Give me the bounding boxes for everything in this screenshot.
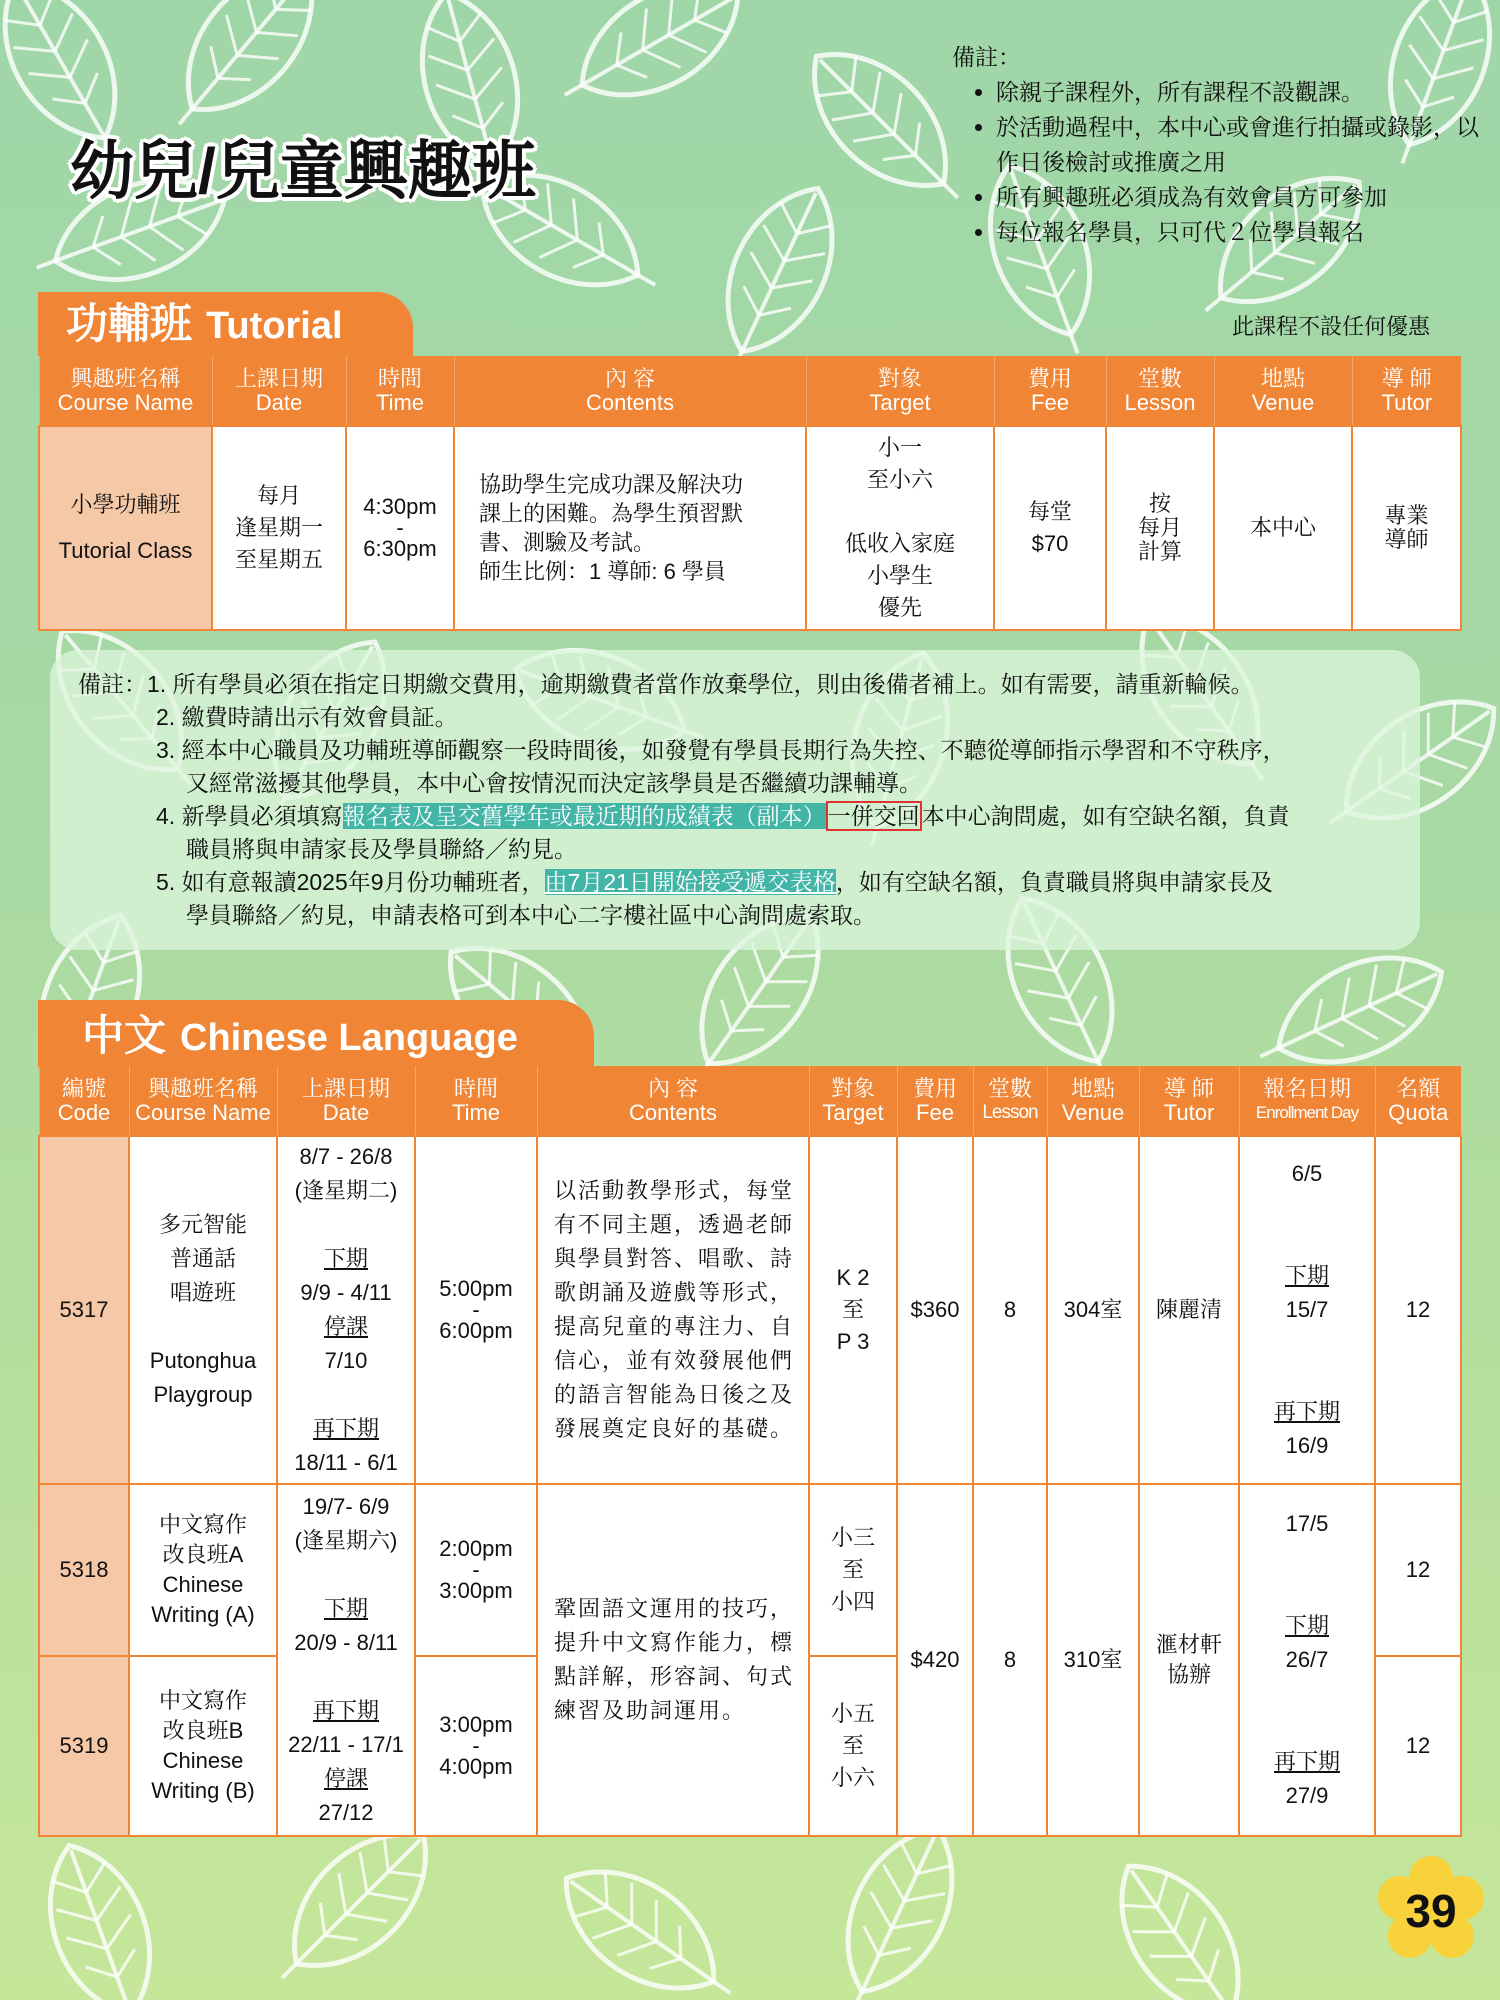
fee-cell: $420 — [897, 1484, 973, 1836]
header-venue: 地點 Venue — [1047, 1066, 1139, 1136]
header-code: 編號 Code — [39, 1066, 129, 1136]
contents-cell: 以活動教學形式，每堂有不同主題，透過老師與學員對答、唱歌、詩歌朗誦及遊戲等形式，提高兒童的專注力、自信心，並有效發展他們的語言智能為日後之及發展奠定良好的基礎。 — [537, 1136, 809, 1484]
code-cell: 5318 — [39, 1484, 129, 1656]
remark-item: 5. 如有意報讀2025年9月份功輔班者，由7月21日開始接受遞交表格，如有空缺名額，負責職員將與申請家長及 — [156, 869, 1273, 895]
header-target: 對象 Target — [809, 1066, 897, 1136]
date-cell: 每月 逢星期一 至星期五 — [212, 426, 346, 630]
time-cell: 4:30pm - 6:30pm — [346, 426, 454, 630]
header-fee: 費用 Fee — [897, 1066, 973, 1136]
remarks-text — [78, 668, 1418, 932]
tutorial-table — [38, 356, 1462, 631]
notes-heading: 備註： — [952, 44, 1021, 70]
header-contents: 內 容 Contents — [454, 356, 806, 426]
section-title-en: Tutorial — [206, 305, 343, 347]
header-time: 時間 Time — [346, 356, 454, 426]
target-cell: 小一 至小六 低收入家庭 小學生 優先 — [806, 426, 994, 630]
date-cell: 8/7 - 26/8 (逢星期二) 下期 9/9 - 4/11 停課 7/10 再下期 18/11 - 6/1 — [277, 1136, 415, 1484]
remark-item: 1. 所有學員必須在指定日期繳交費用，逾期繳費者當作放棄學位，則由後備者補上。如有需要，請重新輪候。 — [147, 671, 1254, 697]
note-item: • 除親子課程外，所有課程不設觀課。 — [996, 75, 1492, 110]
header-lesson: 堂數 Lesson — [1106, 356, 1214, 426]
time-cell: 5:00pm - 6:00pm — [415, 1136, 537, 1484]
no-discount-note: 此課程不設任何優惠 — [1232, 314, 1431, 339]
tutor-cell: 滙材軒 協辦 — [1139, 1484, 1239, 1836]
quota-cell: 12 — [1375, 1656, 1461, 1836]
note-item: • 於活動過程中，本中心或會進行拍攝或錄影，以作日後檢討或推廣之用 — [996, 110, 1492, 180]
section-title-en: Chinese Language — [180, 1017, 518, 1059]
header-lesson: 堂數 Lesson — [973, 1066, 1047, 1136]
chinese-table — [38, 1066, 1462, 1837]
header-course-name: 興趣班名稱 Course Name — [129, 1066, 277, 1136]
lesson-cell: 按 每月 計算 — [1106, 426, 1214, 630]
general-notes — [952, 40, 1492, 250]
code-cell: 5319 — [39, 1656, 129, 1836]
chinese-section-tab — [38, 1000, 594, 1068]
remark-item: 學員聯絡／約見，申請表格可到本中心二字樓社區中心詢問處索取。 — [186, 902, 876, 928]
header-tutor: 導 師 Tutor — [1139, 1066, 1239, 1136]
time-cell: 3:00pm - 4:00pm — [415, 1656, 537, 1836]
venue-cell: 310室 — [1047, 1484, 1139, 1836]
remark-item: 2. 繳費時請出示有效會員証。 — [156, 704, 458, 730]
header-time: 時間 Time — [415, 1066, 537, 1136]
table-row — [39, 426, 1461, 630]
header-date: 上課日期 Date — [212, 356, 346, 426]
contents-cell: 鞏固語文運用的技巧，提升中文寫作能力，標點詳解，形容詞、句式練習及助詞運用。 — [537, 1484, 809, 1836]
date-cell: 19/7- 6/9 (逢星期六) 下期 20/9 - 8/11 再下期 22/11 - 17/1 停課 27/12 — [277, 1484, 415, 1836]
course-name-cell: 小學功輔班 Tutorial Class — [39, 426, 212, 630]
header-date: 上課日期 Date — [277, 1066, 415, 1136]
note-item: • 每位報名學員，只可代２位學員報名 — [996, 215, 1492, 250]
target-cell: K 2 至 P 3 — [809, 1136, 897, 1484]
lesson-cell: 8 — [973, 1484, 1047, 1836]
header-quota: 名額 Quota — [1375, 1066, 1461, 1136]
header-target: 對象 Target — [806, 356, 994, 426]
code-cell: 5317 — [39, 1136, 129, 1484]
page-number: 39 — [1405, 1885, 1457, 1937]
venue-cell: 304室 — [1047, 1136, 1139, 1484]
remarks-label: 備註： — [78, 671, 147, 697]
target-cell: 小三 至 小四 — [809, 1484, 897, 1656]
page-title: 幼兒/兒童興趣班 — [70, 135, 536, 207]
remark-item: 3. 經本中心職員及功輔班導師觀察一段時間後，如發覺有學員長期行為失控、不聽從導師指示學習和不守秩序， — [156, 737, 1286, 763]
table-row — [39, 1136, 1461, 1484]
enrollment-cell: 6/5 下期 15/7 再下期 16/9 — [1239, 1136, 1375, 1484]
header-fee: 費用 Fee — [994, 356, 1106, 426]
header-course-name: 興趣班名稱 Course Name — [39, 356, 212, 426]
highlight-text: 由7月21日開始接受遞交表格 — [544, 869, 836, 895]
section-title-zh: 中文 — [82, 1012, 167, 1059]
section-title-zh: 功輔班 — [66, 300, 193, 347]
fee-cell: 每堂 $70 — [994, 426, 1106, 630]
page-number-badge — [1376, 1856, 1486, 1966]
remark-item: 4. 新學員必須填寫報名表及呈交舊學年或最近期的成績表（副本）一併交回本中心詢問處，如有空缺名額，負責 — [156, 803, 1290, 829]
tutor-cell: 專業 導師 — [1352, 426, 1461, 630]
venue-cell: 本中心 — [1214, 426, 1352, 630]
contents-cell: 協助學生完成功課及解決功 課上的困難。為學生預習默 書、測驗及考試。 師生比例：1 導師: 6 學員 — [454, 426, 806, 630]
header-enrollment-day: 報名日期 Enrollment Day — [1239, 1066, 1375, 1136]
remark-item: 職員將與申請家長及學員聯絡／約見。 — [186, 836, 577, 862]
header-contents: 內 容 Contents — [537, 1066, 809, 1136]
quota-cell: 12 — [1375, 1484, 1461, 1656]
course-name-cell: 多元智能 普通話 唱遊班 Putonghua Playgroup — [129, 1136, 277, 1484]
highlight-text: 報名表及呈交舊學年或最近期的成績表（副本） — [342, 803, 826, 829]
fee-cell: $360 — [897, 1136, 973, 1484]
remark-item: 又經常滋擾其他學員，本中心會按情況而決定該學員是否繼續功課輔導。 — [186, 770, 922, 796]
tutorial-section-tab — [38, 292, 413, 356]
enrollment-cell: 17/5 下期 26/7 再下期 27/9 — [1239, 1484, 1375, 1836]
course-name-cell: 中文寫作 改良班A Chinese Writing (A) — [129, 1484, 277, 1656]
header-tutor: 導 師 Tutor — [1352, 356, 1461, 426]
note-item: • 所有興趣班必須成為有效會員方可參加 — [996, 180, 1492, 215]
tutor-cell: 陳麗清 — [1139, 1136, 1239, 1484]
target-cell: 小五 至 小六 — [809, 1656, 897, 1836]
time-cell: 2:00pm - 3:00pm — [415, 1484, 537, 1656]
course-name-cell: 中文寫作 改良班B Chinese Writing (B) — [129, 1656, 277, 1836]
quota-cell: 12 — [1375, 1136, 1461, 1484]
table-row — [39, 1484, 1461, 1656]
boxed-text: 一併交回 — [827, 803, 920, 829]
header-venue: 地點 Venue — [1214, 356, 1352, 426]
lesson-cell: 8 — [973, 1136, 1047, 1484]
